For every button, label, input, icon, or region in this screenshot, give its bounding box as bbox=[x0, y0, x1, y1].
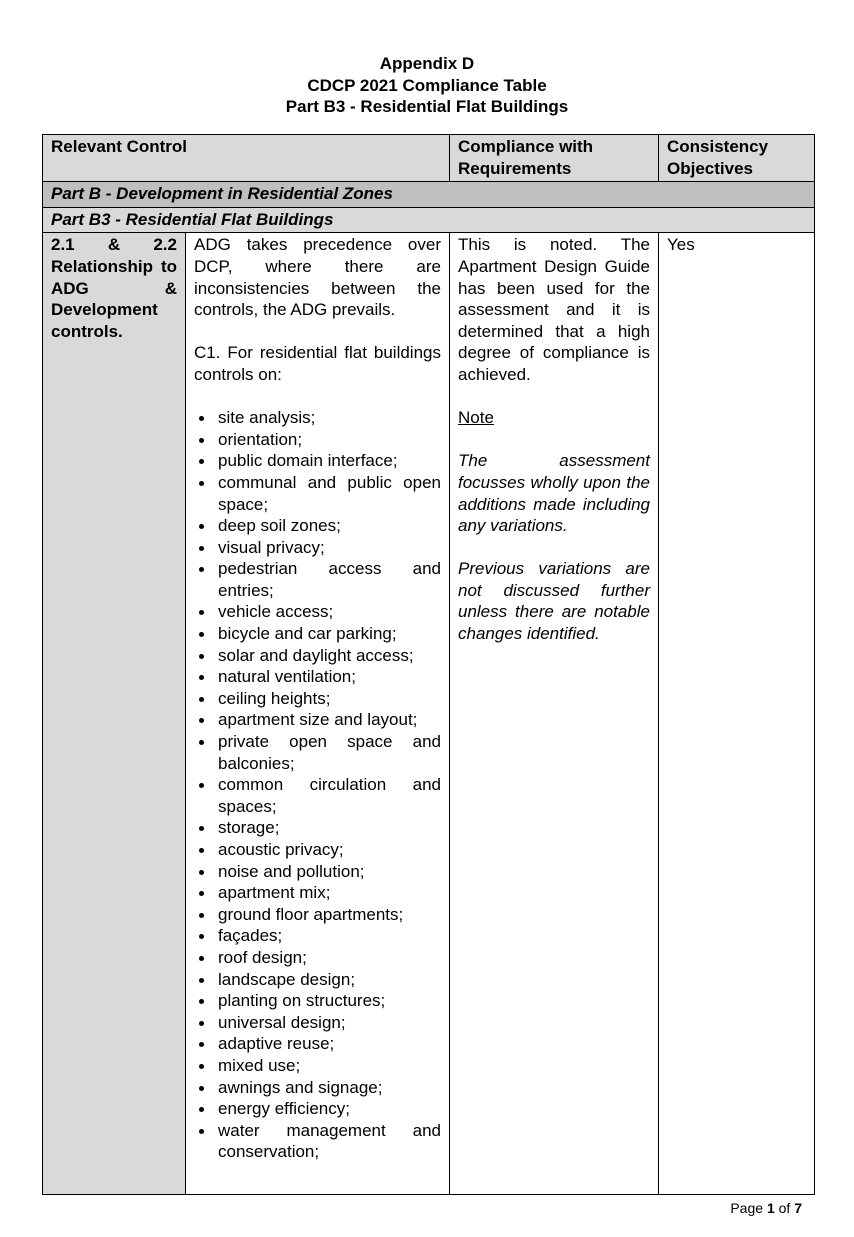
header-relevant-control: Relevant Control bbox=[43, 135, 450, 182]
list-item: visual privacy; bbox=[218, 537, 441, 559]
list-item: solar and daylight access; bbox=[218, 645, 441, 667]
note-heading: Note bbox=[458, 408, 494, 428]
list-item: vehicle access; bbox=[218, 601, 441, 623]
list-item: public domain interface; bbox=[218, 450, 441, 472]
list-item: pedestrian access and entries; bbox=[218, 559, 441, 600]
section-row bbox=[43, 182, 815, 208]
list-item: apartment size and layout; bbox=[218, 709, 441, 731]
list-item: natural ventilation; bbox=[218, 666, 441, 688]
subsection-heading: Part B3 - Residential Flat Buildings bbox=[43, 207, 815, 233]
list-item: apartment mix; bbox=[218, 882, 441, 904]
compliance-cell bbox=[450, 233, 659, 1195]
control-label: 2.1 & 2.2 Relationship to ADG & Development controls. bbox=[43, 233, 186, 1195]
requirement-cell bbox=[186, 233, 450, 1195]
list-item: ground floor apartments; bbox=[218, 904, 441, 926]
page-of: of bbox=[778, 1200, 791, 1216]
header-compliance: Compliance with Requirements bbox=[450, 135, 659, 182]
title-line-table-name: CDCP 2021 Compliance Table bbox=[307, 75, 547, 95]
list-item: site analysis; bbox=[218, 407, 441, 429]
consistency-cell: Yes bbox=[659, 233, 815, 1195]
list-item: orientation; bbox=[218, 429, 441, 451]
list-item: universal design; bbox=[218, 1012, 441, 1034]
section-heading: Part B - Development in Residential Zones bbox=[43, 182, 815, 208]
list-item: planting on structures; bbox=[218, 990, 441, 1012]
requirement-intro: ADG takes precedence over DCP, where there are inconsistencies between the controls, the ADG prevails. bbox=[194, 235, 441, 320]
document-title bbox=[0, 53, 854, 118]
note-paragraph-1: The assessment focusses wholly upon the additions made including any variations. bbox=[458, 451, 650, 536]
list-item: private open space and balconies; bbox=[218, 732, 441, 773]
list-item: deep soil zones; bbox=[218, 515, 441, 537]
subsection-row bbox=[43, 207, 815, 233]
list-item: communal and public open space; bbox=[218, 472, 441, 514]
table-row bbox=[43, 233, 815, 1195]
note-paragraph-2: Previous variations are not discussed further unless there are notable changes identified. bbox=[458, 559, 650, 644]
list-item: water management and conservation; bbox=[218, 1120, 441, 1162]
list-item: noise and pollution; bbox=[218, 861, 441, 883]
table-header-row bbox=[43, 135, 815, 182]
list-item: storage; bbox=[218, 817, 441, 839]
compliance-text: This is noted. The Apartment Design Guide has been used for the assessment and it is determined that a high degree of compliance is achieved. bbox=[458, 235, 650, 384]
requirement-c1: C1. For residential flat buildings controls on: bbox=[194, 343, 441, 384]
list-item: ceiling heights; bbox=[218, 688, 441, 710]
header-consistency: Consistency Objectives bbox=[659, 135, 815, 182]
compliance-table bbox=[42, 134, 815, 1195]
list-item: acoustic privacy; bbox=[218, 839, 441, 861]
list-item: bicycle and car parking; bbox=[218, 623, 441, 645]
page-prefix: Page bbox=[730, 1200, 764, 1216]
title-line-part: Part B3 - Residential Flat Buildings bbox=[285, 97, 569, 116]
page-total: 7 bbox=[794, 1200, 802, 1216]
list-item: adaptive reuse; bbox=[218, 1033, 441, 1055]
list-item: common circulation and spaces; bbox=[218, 775, 441, 816]
title-line-appendix: Appendix D bbox=[379, 54, 475, 73]
page-number bbox=[730, 1200, 802, 1216]
controls-list bbox=[194, 407, 441, 1163]
page-current: 1 bbox=[766, 1200, 775, 1216]
list-item: energy efficiency; bbox=[218, 1098, 441, 1120]
list-item: roof design; bbox=[218, 947, 441, 969]
list-item: façades; bbox=[218, 925, 441, 947]
list-item: mixed use; bbox=[218, 1055, 441, 1077]
list-item: landscape design; bbox=[218, 969, 441, 991]
list-item: awnings and signage; bbox=[218, 1077, 441, 1099]
